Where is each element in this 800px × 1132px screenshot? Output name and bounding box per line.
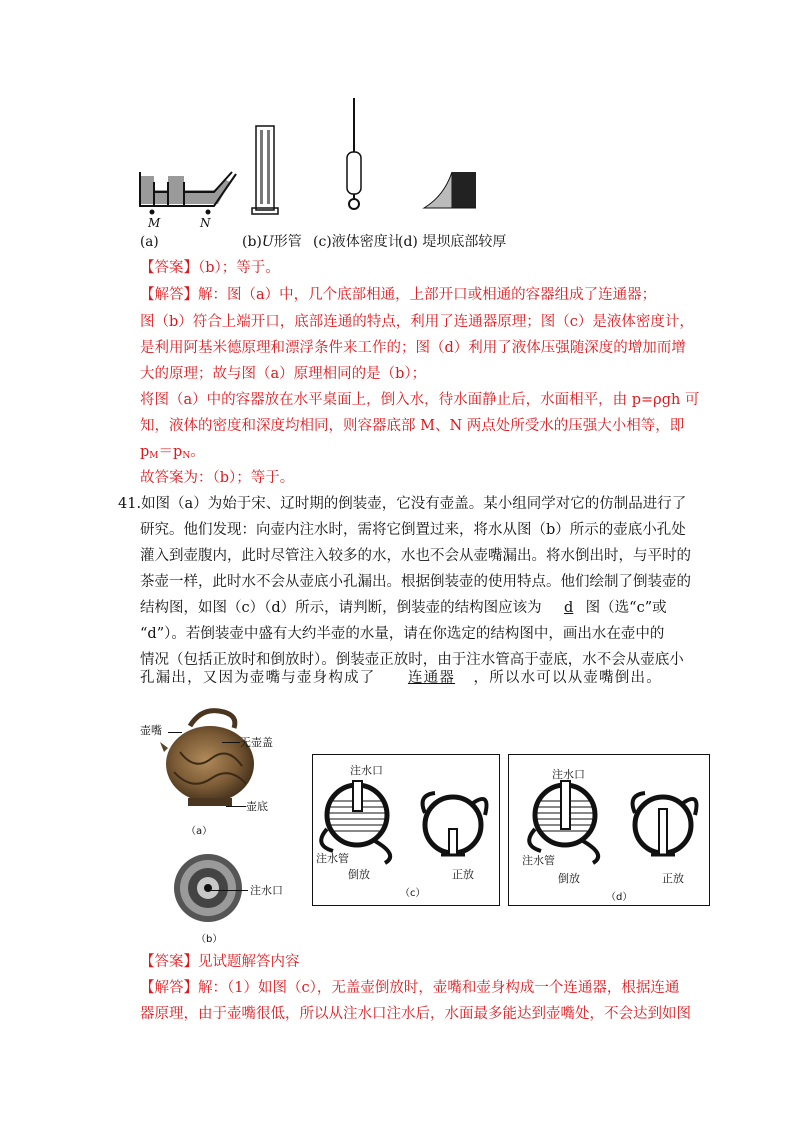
q41-line-1: 41.如图（a）为始于宋、辽时期的倒装壶，它没有壶盖。某小组同学对它的仿制品进行了 — [118, 496, 687, 512]
label-n: N — [200, 216, 211, 230]
q41-line-7: 情况（包括正放时和倒放时）。倒装壶正放时，由于注水管高于壶底，水不会从壶底小 — [140, 652, 684, 668]
fig-c-label-inlet: 注水口 — [350, 764, 383, 777]
label-m: M — [148, 216, 161, 230]
q40-answer: 【答案】（b）；等于。 — [140, 260, 280, 276]
q40-analysis-line-5: 将图（a）中的容器放在水平桌面上，倒入水，待水面静止后，水面相平，由 p=ρgh 可 — [140, 392, 700, 408]
q40-analysis-line-6: 知，液体的密度和深度均相同，则容器底部 M、N 两点处所受水的压强大小相等，即 — [140, 418, 685, 434]
fig-d-label-upright: 正放 — [662, 872, 684, 885]
fig-c-caption: （c） — [400, 888, 426, 899]
caption-b: (b)U形管 — [242, 234, 302, 250]
caption-fig-b: （b） — [196, 934, 223, 945]
teapot-bottom-photo — [172, 852, 244, 924]
q40-analysis-line-4: 大的原理；故与图（a）原理相同的是（b）； — [140, 366, 427, 382]
leader-line-inlet — [208, 890, 248, 891]
label-no-lid: 无壶盖 — [240, 736, 273, 749]
q41-line-3: 灌入到壶腹内，此时尽管注入较多的水，水也不会从壶嘴漏出。将水倒出时，与平时的 — [140, 548, 691, 564]
q40-final-answer: 故答案为：（b）；等于。 — [140, 470, 295, 486]
q40-analysis-line-3: 是利用阿基米德原理和漂浮条件来工作的；图（d）利用了液体压强随深度的增加而增 — [140, 340, 686, 356]
figure-connected-vessels — [138, 96, 478, 236]
leader-line-bottom — [226, 806, 246, 807]
q41-analysis-line-2: 器原理，由于壶嘴很低，所以从注水口注水后，水面最多能达到壶嘴处，不会达到如图 — [140, 1006, 691, 1022]
q41-line-8: 孔漏出，又因为壶嘴与壶身构成了 连通器 ，所以水可以从壶嘴倒出。 — [140, 670, 662, 686]
fig-d-caption: （d） — [606, 892, 633, 903]
caption-fig-a: （a） — [186, 826, 213, 837]
leader-line-no-lid — [222, 742, 240, 743]
q41-line-6: “d”）。若倒装壶中盛有大约半壶的水量，请在你选定的结构图中，画出水在壶中的 — [140, 626, 665, 642]
answer-blank-2: 连通器 — [407, 670, 456, 686]
caption-a: (a) — [140, 234, 159, 250]
fig-c-label-upright: 正放 — [452, 868, 474, 881]
caption-c: (c)液体密度计 — [313, 234, 402, 250]
label-spout: 壶嘴 — [140, 724, 162, 737]
fig-c-label-pipe: 注水管 — [316, 852, 349, 865]
label-inlet: 注水口 — [250, 884, 283, 897]
fig-d-label-pipe: 注水管 — [522, 854, 555, 867]
q41-line-4: 茶壶一样，此时水不会从壶底小孔漏出。根据倒装壶的使用特点。他们绘制了倒装壶的 — [140, 574, 691, 590]
q41-analysis-line-1: 【解答】解：（1）如图（c），无盖壶倒放时，壶嘴和壶身构成一个连通器，根据连通 — [140, 980, 680, 996]
leader-line-spout — [168, 732, 182, 733]
answer-blank-1: d — [564, 600, 574, 616]
label-bottom: 壶底 — [246, 800, 268, 813]
teapot-photo — [160, 702, 260, 808]
fig-d-label-inlet: 注水口 — [552, 768, 585, 781]
q41-line-2: 研究。他们发现：向壶内注水时，需将它倒置过来，将水从图（b）所示的壶底小孔处 — [140, 522, 686, 538]
q40-analysis-line-1: 【解答】解：图（a）中，几个底部相通，上部开口或相通的容器组成了连通器； — [140, 287, 657, 303]
q40-analysis-line-2: 图（b）符合上端开口，底部连通的特点，利用了连通器原理；图（c）是液体密度计， — [140, 314, 694, 330]
caption-d: (d) 堤坝底部较厚 — [398, 234, 507, 250]
q41-answer: 【答案】见试题解答内容 — [140, 954, 300, 970]
fig-c-label-inverted: 倒放 — [348, 868, 370, 881]
fig-d-label-inverted: 倒放 — [558, 872, 580, 885]
q40-equation: $p_M=p_N$。 — [140, 444, 205, 461]
q41-line-5: 结构图，如图（c）（d）所示，请判断，倒装壶的结构图应该为 d 图（选“c”或 — [140, 600, 667, 616]
